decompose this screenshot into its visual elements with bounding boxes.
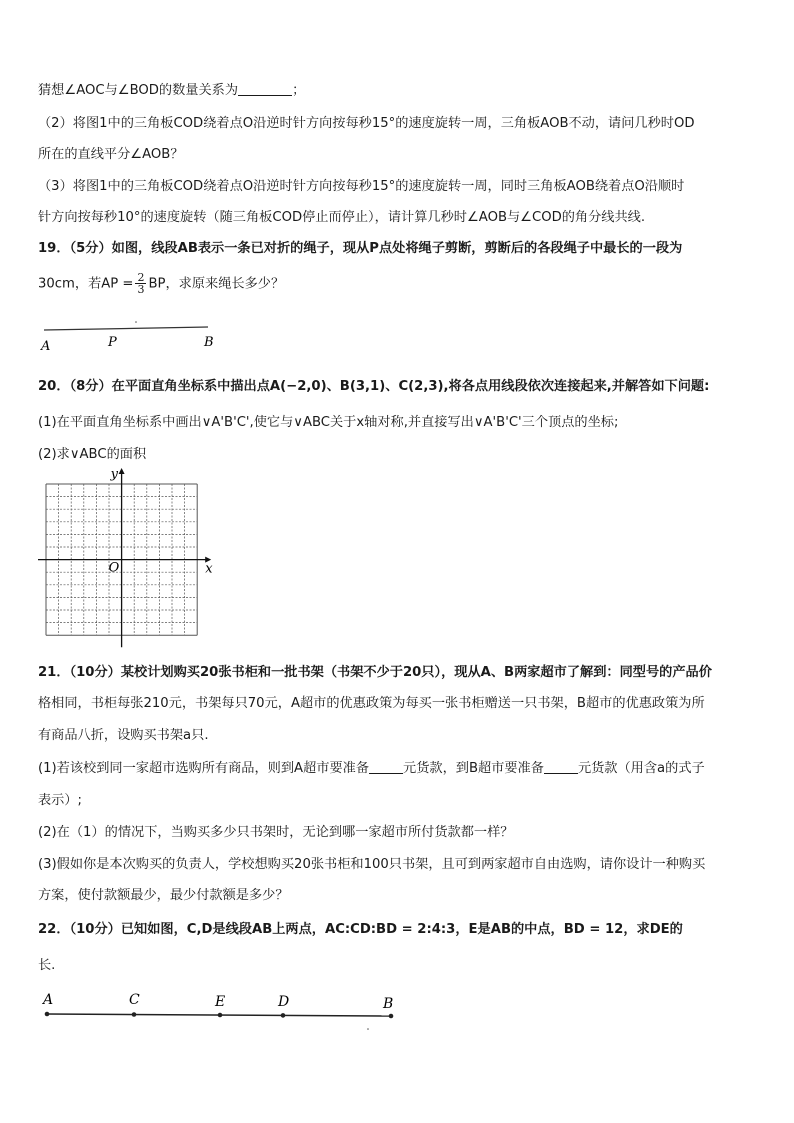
- q22-line2: 长.: [38, 958, 56, 973]
- q22-point-b: [389, 1014, 394, 1019]
- q19-dot: [135, 321, 137, 323]
- q18-answer-blank[interactable]: [238, 83, 292, 96]
- q19-line1: 19．（5分）如图，线段AB表示一条已对折的绳子，现从P点处将绳子剪断，剪断后的各段绳子中最长的一段为: [38, 241, 683, 256]
- q22-label-a: A: [43, 992, 54, 1008]
- q18-part3-line2: 针方向按每秒10°的速度旋转（随三角板COD停止而停止），请计算几秒时∠AOB与∠COD的角分线共线.: [38, 210, 646, 225]
- q21-line4-c: 元货款（用含a的式子: [577, 761, 705, 776]
- q22-line1: 22．（10分）已知如图，C,D是线段AB上两点，AC:CD:BD = 2:4:3，E是AB的中点，BD = 12，求DE的: [38, 922, 683, 937]
- x-axis-label: x: [205, 561, 213, 577]
- q22-label-b: B: [383, 996, 394, 1012]
- q19-fraction: [135, 272, 146, 295]
- q19-label-p: P: [108, 335, 117, 350]
- y-axis-arrow-icon: [119, 468, 125, 474]
- q20-line1: 20．（8分）在平面直角坐标系中描出点A(−2,0)、B(3,1)、C(2,3),将各点用线段依次连接起来,并解答如下问题:: [38, 379, 710, 394]
- q21-line8: 方案，使付款额最少，最少付款额是多少？: [38, 888, 289, 903]
- q22-label-c: C: [129, 992, 140, 1008]
- q22-label-d: D: [278, 994, 290, 1010]
- q21-line5: 表示）;: [38, 793, 83, 808]
- q19-line2-a: 30cm，若AP =: [38, 276, 134, 292]
- q20-line3: (2)求∨ABC的面积: [38, 447, 147, 462]
- q19-segment: [44, 327, 208, 330]
- origin-label: O: [108, 560, 120, 576]
- y-axis-label: y: [110, 467, 118, 482]
- q21-line4-a: (1)若该校到同一家超市选购所有商品，则到A超市要准备: [38, 761, 370, 776]
- q22-point-a: [45, 1012, 50, 1017]
- q22-dot: [367, 1028, 369, 1030]
- q19-label-a: A: [41, 339, 51, 354]
- q21-line3: 有商品八折，设购买书架a只.: [38, 728, 209, 743]
- q21-line6: (2)在（1）的情况下，当购买多少只书架时，无论到哪一家超市所付货款都一样？: [38, 825, 514, 840]
- q19-line2: [38, 272, 284, 297]
- q21-blank-b[interactable]: [544, 761, 578, 774]
- q21-line7: (3)假如你是本次购买的负责人，学校想购买20张书柜和100只书架，且可到两家超市自由选购，请你设计一种购买: [38, 857, 706, 872]
- q22-point-e: [218, 1013, 223, 1018]
- q19-label-b: B: [204, 335, 214, 350]
- q22-point-d: [281, 1013, 286, 1018]
- q18-guess-end: ；: [292, 83, 306, 98]
- q18-guess-line: [38, 82, 305, 100]
- q19-frac-den: 3: [137, 283, 145, 296]
- q22-point-c: [132, 1012, 137, 1017]
- q18-guess-text: 猜想∠AOC与∠BOD的数量关系为: [38, 83, 239, 98]
- q21-line4: [38, 760, 705, 778]
- q21-blank-a[interactable]: [369, 761, 403, 774]
- q21-line1: 21．（10分）某校计划购买20张书柜和一批书架（书架不少于20只），现从A、B两家超市了解到：同型号的产品价: [38, 665, 712, 680]
- q19-figure: [38, 318, 238, 358]
- q22-label-e: E: [215, 994, 226, 1010]
- q19-frac-num: 2: [137, 271, 145, 284]
- q20-line2: (1)在平面直角坐标系中画出∨A'B'C',使它与∨ABC关于x轴对称,并直接写出∨A'B'C'三个顶点的坐标;: [38, 415, 619, 430]
- q21-line4-b: 元货款，到B超市要准备: [403, 761, 544, 776]
- q21-line2: 格相同，书柜每张210元，书架每只70元，A超市的优惠政策为每买一张书柜赠送一只书架，B超市的优惠政策为所: [38, 696, 705, 711]
- q20-coordinate-grid: [38, 466, 228, 656]
- q22-figure: [38, 988, 408, 1038]
- q18-part2-line1: （2）将图1中的三角板COD绕着点O沿逆时针方向按每秒15°的速度旋转一周，三角板AOB不动，请问几秒时OD: [38, 116, 695, 131]
- q18-part2-line2: 所在的直线平分∠AOB？: [38, 147, 184, 162]
- q19-line2-b: BP，求原来绳长多少？: [148, 276, 285, 292]
- q18-part3-line1: （3）将图1中的三角板COD绕着点O沿逆时针方向按每秒15°的速度旋转一周，同时三角板AOB绕着点O沿顺时: [38, 179, 685, 194]
